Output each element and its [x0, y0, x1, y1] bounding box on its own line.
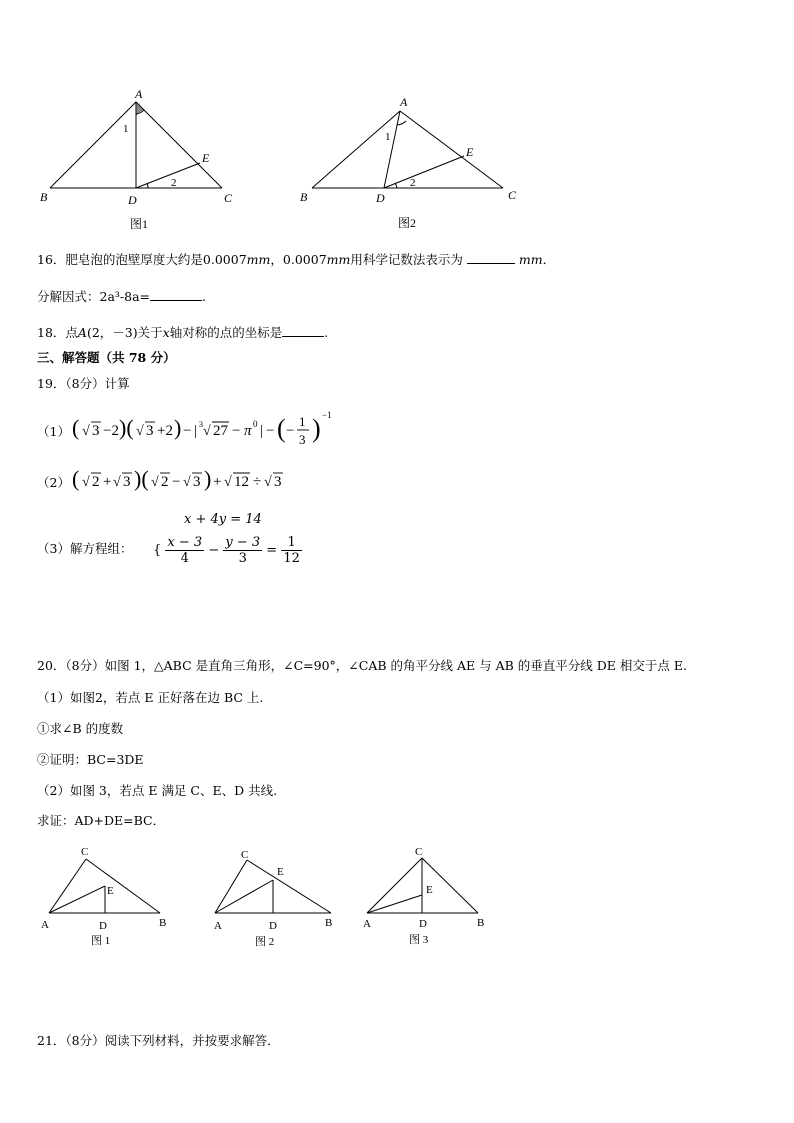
q20f1-C: C — [81, 846, 89, 858]
q16-unit-2: mm — [326, 252, 351, 267]
svg-text:(: ( — [72, 415, 80, 440]
svg-text:3: 3 — [274, 474, 282, 490]
q18-coords: (2，－3) — [86, 325, 138, 340]
svg-text:): ) — [204, 466, 212, 491]
svg-text:√: √ — [183, 475, 191, 490]
svg-text:3: 3 — [199, 420, 203, 429]
q20-line3: ①求∠B 的度数 — [37, 721, 124, 736]
fig2-angle-1: 1 — [385, 131, 391, 143]
q18-number: 18． — [37, 325, 66, 340]
q20f2-C: C — [241, 849, 249, 861]
q16-value-2: 0.0007 — [282, 252, 327, 267]
q20f1-A: A — [41, 919, 49, 931]
svg-text:√: √ — [203, 424, 211, 439]
q19-frac-a-num: x − 3 — [167, 535, 203, 550]
q18-text-b: 关于 — [137, 325, 163, 340]
svg-text:(: ( — [277, 414, 286, 443]
svg-text:√: √ — [113, 475, 121, 490]
q20f3-caption: 图 3 — [409, 934, 429, 946]
svg-text:3: 3 — [299, 432, 306, 447]
svg-text:+: + — [213, 474, 222, 490]
q20f1-E: E — [107, 885, 114, 897]
q18-text-a: 点 — [65, 325, 78, 340]
q19-frac-a — [165, 535, 204, 566]
q20f2-B: B — [325, 917, 333, 929]
q19-part3-label: （3）解方程组： — [37, 541, 133, 556]
svg-text:−: − — [172, 474, 181, 490]
q19-part2-expression — [70, 463, 300, 499]
q20f2-D: D — [269, 920, 277, 932]
q16-text-b: 用科学记数法表示为 — [350, 252, 463, 267]
q19-frac-c — [281, 535, 302, 566]
q20f2-E: E — [277, 866, 284, 878]
q19-eq2: { $\frac{x - 3}{4}$ − $\frac{y - 3}{3}$ = $\frac{1}{12}$ — [153, 535, 300, 566]
fig1-label-B: B — [40, 190, 48, 204]
svg-text:|: | — [260, 423, 264, 439]
q19-frac-a-den: 4 — [165, 550, 204, 566]
svg-text:3: 3 — [193, 474, 201, 490]
svg-text:2: 2 — [161, 474, 169, 490]
top-figure-1 — [30, 85, 250, 235]
svg-text:−: − — [286, 423, 295, 439]
question-16 — [37, 250, 555, 268]
svg-text:−2: −2 — [103, 423, 119, 439]
question-18 — [37, 323, 328, 341]
svg-text:)(: )( — [134, 466, 149, 491]
svg-text:1: 1 — [299, 414, 306, 429]
top-figure-2 — [290, 85, 530, 235]
question-17 — [37, 287, 206, 305]
svg-text:√: √ — [136, 424, 144, 439]
svg-text:0: 0 — [253, 419, 258, 429]
q19-header: 19．（8分）计算 — [37, 376, 130, 391]
q18-axis: x — [162, 325, 170, 340]
svg-text:|: | — [194, 423, 198, 439]
q20-figure-1 — [35, 840, 175, 950]
svg-text:+: + — [103, 474, 112, 490]
q19-part1-label: （1） — [37, 424, 70, 439]
q20f1-B: B — [159, 917, 167, 929]
svg-text:−: − — [183, 423, 192, 439]
svg-text:2: 2 — [92, 474, 100, 490]
fig1-angle-1: 1 — [123, 123, 129, 135]
fig2-label-C: C — [508, 188, 517, 202]
q20f1-caption: 图 1 — [91, 935, 111, 947]
svg-text:√: √ — [264, 475, 272, 490]
q19-eq1-text: x + 4y = 14 — [184, 512, 262, 527]
q19-eq1 — [184, 512, 262, 527]
fig2-label-A: A — [400, 95, 408, 109]
q20f3-C: C — [415, 846, 423, 858]
q20f3-D: D — [419, 918, 427, 930]
q19-part2-label: （2） — [37, 475, 70, 490]
q18-point: A — [77, 325, 87, 340]
q18-answer-blank[interactable] — [282, 324, 324, 337]
svg-text:3: 3 — [146, 423, 154, 439]
q20-line5: （2）如图 3，若点 E 满足 C、E、D 共线. — [37, 783, 278, 798]
q19-brace: { — [153, 543, 162, 558]
svg-text:3: 3 — [123, 474, 131, 490]
fig1-caption: 图1 — [130, 217, 149, 231]
q20-figure-2 — [205, 840, 345, 950]
q16-unit-1: mm — [246, 252, 271, 267]
q19-frac-c-num: 1 — [287, 535, 296, 550]
q20f2-A: A — [214, 920, 222, 932]
q20f3-E: E — [426, 884, 433, 896]
svg-text:27: 27 — [213, 423, 228, 439]
svg-text:): ) — [174, 415, 182, 440]
q16-sep: ， — [270, 252, 283, 267]
q20-line6: 求证：AD+DE=BC． — [37, 813, 166, 828]
fig1-label-E: E — [202, 151, 210, 165]
svg-text:−: − — [232, 423, 241, 439]
q19-frac-b — [223, 535, 262, 566]
q20f3-B: B — [477, 917, 485, 929]
q17-text: 分解因式：2a³-8a= — [37, 289, 151, 304]
svg-text:): ) — [312, 414, 321, 443]
q18-text-c: 轴对称的点的坐标是 — [169, 325, 283, 340]
fig2-caption: 图2 — [398, 216, 417, 230]
svg-text:(: ( — [72, 466, 80, 491]
section-title: 三、解答题（共 78 分） — [37, 350, 176, 365]
q16-answer-blank[interactable] — [467, 251, 515, 264]
q20f3-A: A — [363, 918, 371, 930]
q16-value-1: 0.0007 — [202, 252, 247, 267]
svg-text:+2: +2 — [157, 423, 173, 439]
q17-answer-blank[interactable] — [150, 288, 202, 301]
q20-line1: 20．（8分）如图 1，△ABC 是直角三角形，∠C=90°，∠CAB 的角平分线 AE 与 AB 的垂直平分线 DE 相交于点 E. — [37, 658, 687, 673]
q18-end: . — [324, 325, 329, 340]
q16-text-a: 肥皂泡的泡壁厚度大约是 — [65, 252, 203, 267]
q19-part1-expression — [70, 402, 340, 454]
fig2-angle-2: 2 — [410, 177, 416, 189]
q20f1-D: D — [99, 920, 107, 932]
fig1-angle-2: 2 — [171, 177, 177, 189]
svg-text:12: 12 — [234, 474, 249, 490]
q20-figure-3 — [355, 840, 495, 950]
svg-text:π: π — [244, 423, 252, 439]
svg-text:)(: )( — [119, 415, 134, 440]
q20-line4: ②证明：BC=3DE — [37, 752, 144, 767]
fig1-label-C: C — [224, 191, 233, 205]
svg-text:−: − — [266, 423, 275, 439]
svg-text:√: √ — [82, 424, 90, 439]
q16-unit-3: mm — [518, 252, 543, 267]
q19-frac-c-den: 12 — [283, 551, 300, 566]
svg-text:√: √ — [82, 475, 90, 490]
fig1-label-D: D — [128, 193, 137, 207]
fig2-label-E: E — [466, 145, 474, 159]
fig2-label-D: D — [376, 191, 385, 205]
q17-end: . — [202, 289, 207, 304]
fig1-label-A: A — [135, 87, 143, 101]
fig2-label-B: B — [300, 190, 308, 204]
svg-text:√: √ — [224, 475, 232, 490]
q16-end: ． — [542, 252, 556, 267]
q20f2-caption: 图 2 — [255, 936, 275, 948]
q19-frac-b-den: 3 — [223, 550, 262, 566]
svg-text:3: 3 — [92, 423, 100, 439]
q16-number: 16． — [37, 252, 66, 267]
svg-text:÷: ÷ — [253, 474, 262, 490]
q19-frac-b-num: y − 3 — [225, 535, 261, 550]
svg-text:−1: −1 — [322, 410, 332, 420]
q21-text: 21．（8分）阅读下列材料，并按要求解答． — [37, 1033, 280, 1048]
svg-text:√: √ — [151, 475, 159, 490]
q20-line2: （1）如图2，若点 E 正好落在边 BC 上. — [37, 690, 264, 705]
